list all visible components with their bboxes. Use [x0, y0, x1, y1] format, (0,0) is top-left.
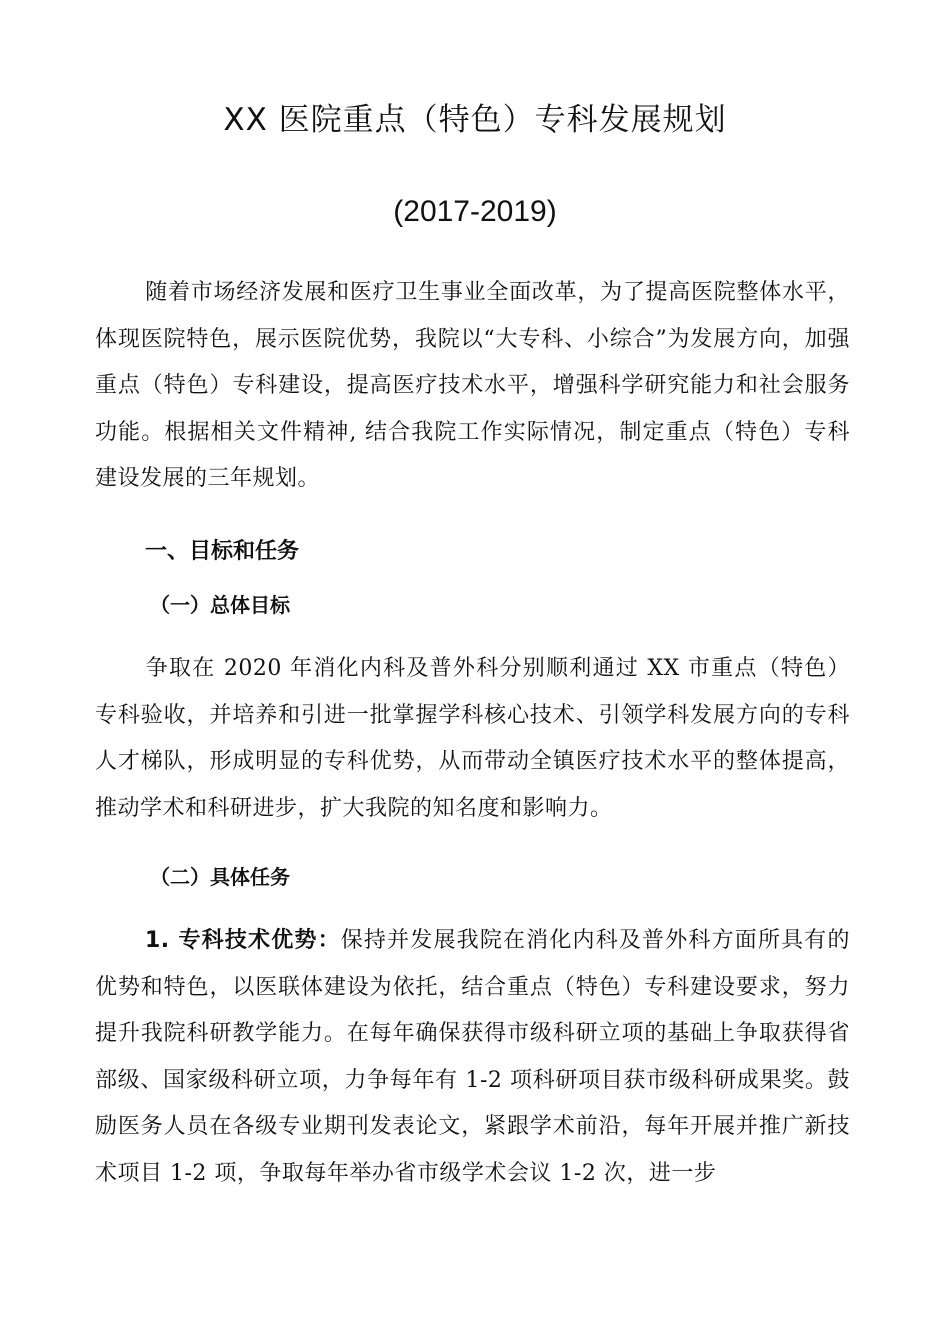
intro-text: 随着市场经济发展和医疗卫生事业全面改革，为了提高医院整体水平，体现医院特色，展示医院优势，我院以“大专科、小综合”为发展方向，加强重点（特色）专科建设，提高医疗技术水平，增强科学研究能力和社会服务功能。根据相关文件精神, 结合我院工作实际情况，制定重点（特色）专科建设发展的三年规划。 [95, 280, 850, 491]
document-title: XX 医院重点（特色）专科发展规划 [223, 102, 727, 138]
subsection-heading-tasks: （二）具体任务 [150, 865, 290, 889]
task-item-1 [95, 918, 850, 1197]
task-item-1-lead: 1. 专科技术优势： [145, 928, 341, 953]
intro-paragraph [95, 270, 850, 503]
section-heading-goals: 一、目标和任务 [145, 539, 300, 564]
overall-goal-paragraph [95, 646, 850, 832]
subsection-heading-overall: （一）总体目标 [150, 593, 290, 617]
task-item-1-text: 保持并发展我院在消化内科及普外科方面所具有的优势和特色，以医联体建设为依托，结合重点（特色）专科建设要求，努力提升我院科研教学能力。在每年确保获得市级科研立项的基础上争取获得省部级、国家级科研立项，力争每年有 1-2 项科研项目获市级科研成果奖。鼓励医务人员在各级专业期刊发表论文，紧跟学术前沿，每年开展并推广新技术项目 1-2 项，争取每年举办省市级学术会议 1-2 次，进一步 [95, 928, 850, 1186]
overall-goal-text: 争取在 2020 年消化内科及普外科分别顺利通过 XX 市重点（特色）专科验收，并培养和引进一批掌握学科核心技术、引领学科发展方向的专科人才梯队，形成明显的专科优势，从而带动全镇医疗技术水平的整体提高，推动学术和科研进步，扩大我院的知名度和影响力。 [95, 656, 850, 821]
document-period: (2017-2019) [393, 195, 557, 228]
